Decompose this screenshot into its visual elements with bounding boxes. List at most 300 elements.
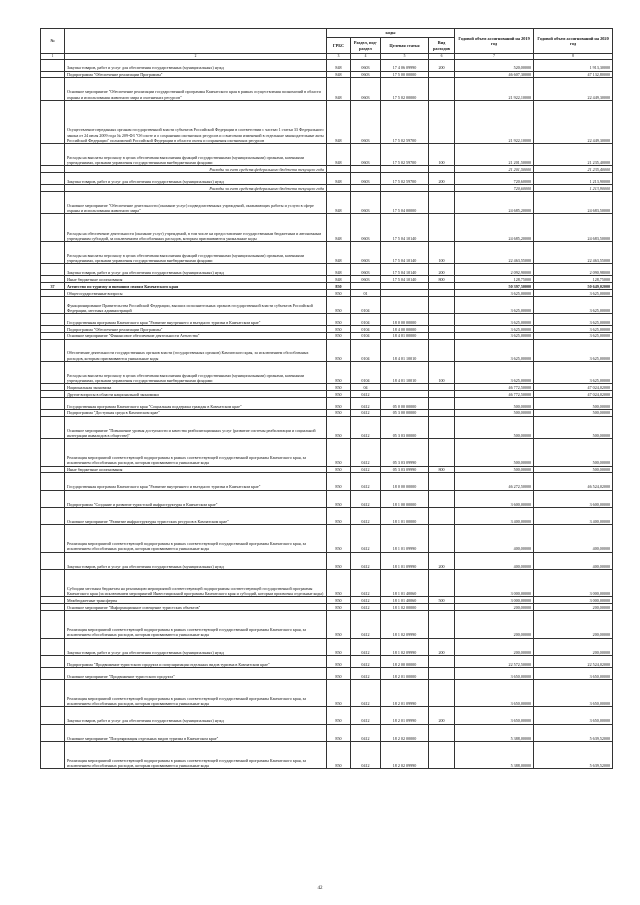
codes-group-header: коды — [327, 29, 455, 38]
cell-target: 17 5 02 59700 — [381, 143, 429, 165]
cell-amount-2020: 24 683,50000 — [534, 214, 613, 242]
cell-grbs: 850 — [327, 289, 351, 296]
cell-target: 18 1 01 40060 — [381, 569, 429, 597]
cell-amount-2020: 500,00000 — [534, 466, 613, 473]
cell-name: Подпрограмма "Обеспечение реализации Программы" — [65, 71, 327, 78]
cell-number — [41, 597, 65, 604]
cell-amount-2020: 3 625,00000 — [534, 332, 613, 339]
table-row — [41, 679, 613, 707]
cell-amount-2020: 3 600,00000 — [534, 490, 613, 507]
cell-section: 0412 — [351, 391, 381, 398]
cell-section: 0412 — [351, 679, 381, 707]
cell-number — [41, 724, 65, 741]
cell-amount-2020: 1 913,30000 — [534, 59, 613, 71]
cell-grbs: 850 — [327, 416, 351, 438]
cell-grbs: 848 — [327, 264, 351, 276]
cell-section: 0603 — [351, 100, 381, 143]
cell-amount-2019: 720,60000 — [455, 173, 534, 185]
cell-number — [41, 264, 65, 276]
cell-number — [41, 569, 65, 597]
table-row — [41, 597, 613, 604]
cell-target: 18 1 01 00000 — [381, 507, 429, 524]
cell-target: 18 2 02 09990 — [381, 741, 429, 769]
cell-target: 18 1 02 09990 — [381, 610, 429, 638]
cell-grbs: 850 — [327, 667, 351, 679]
cell-amount-2020: 500,00000 — [534, 439, 613, 467]
cell-number — [41, 391, 65, 398]
col-section-header: Раздел, под-раздел — [351, 38, 381, 54]
cell-section: 01 — [351, 289, 381, 296]
cell-amount-2019: 3 650,00000 — [455, 707, 534, 724]
cell-name: Национальная экономика — [65, 384, 327, 391]
cell-name: Расходы за счет средств федерального бюджета текущего года — [65, 185, 327, 192]
cell-exptype — [429, 78, 455, 100]
cell-name: Агентство по туризму и внешним связям Камчатского края — [65, 283, 327, 290]
cell-amount-2020: 46 524,02000 — [534, 473, 613, 490]
cell-number — [41, 296, 65, 313]
column-number: 5 — [381, 54, 429, 60]
cell-amount-2020: 3 625,00000 — [534, 313, 613, 325]
table-row — [41, 610, 613, 638]
cell-exptype — [429, 667, 455, 679]
cell-target: 05 3 03 09990 — [381, 439, 429, 467]
cell-grbs: 850 — [327, 707, 351, 724]
cell-exptype — [429, 214, 455, 242]
cell-amount-2019: 500,00000 — [455, 439, 534, 467]
cell-amount-2019: 500,00000 — [455, 409, 534, 416]
cell-exptype — [429, 439, 455, 467]
cell-grbs: 850 — [327, 507, 351, 524]
cell-amount-2019: 24 685,20000 — [455, 191, 534, 213]
cell-target — [381, 289, 429, 296]
cell-amount-2020: 47 024,02000 — [534, 384, 613, 391]
cell-grbs: 850 — [327, 296, 351, 313]
col-grbs-header: ГРБС — [327, 38, 351, 54]
table-row — [41, 289, 613, 296]
cell-target: 18 0 00 00000 — [381, 473, 429, 490]
table-row — [41, 391, 613, 398]
cell-amount-2020: 200,00000 — [534, 604, 613, 611]
cell-amount-2019: 3 625,00000 — [455, 339, 534, 361]
cell-amount-2020: 47 024,02000 — [534, 391, 613, 398]
cell-number — [41, 325, 65, 332]
cell-amount-2019: 400,00000 — [455, 552, 534, 569]
cell-amount-2019: 500,00000 — [455, 466, 534, 473]
cell-amount-2020: 3 650,00000 — [534, 707, 613, 724]
cell-exptype — [429, 71, 455, 78]
table-body — [41, 59, 613, 769]
cell-section: 0412 — [351, 610, 381, 638]
table-row — [41, 332, 613, 339]
cell-amount-2020: 3 000,00000 — [534, 569, 613, 597]
column-number: 3 — [327, 54, 351, 60]
table-row — [41, 173, 613, 185]
table-row — [41, 100, 613, 143]
table-row — [41, 569, 613, 597]
cell-amount-2020: 3 000,00000 — [534, 597, 613, 604]
col-2019-header: Годовой объем ассигнований на 2019 год — [455, 29, 534, 54]
cell-section: 0603 — [351, 173, 381, 185]
cell-grbs: 848 — [327, 214, 351, 242]
table-row — [41, 384, 613, 391]
cell-number — [41, 59, 65, 71]
cell-exptype — [429, 339, 455, 361]
cell-section: 0412 — [351, 604, 381, 611]
cell-number — [41, 473, 65, 490]
cell-amount-2020: 128,75000 — [534, 276, 613, 283]
cell-grbs: 850 — [327, 604, 351, 611]
cell-name: Реализация мероприятий соответствующей подпрограммы в рамках соответствующей государственной программы Камчатского края, за исключением обособленных расходов, которым присваиваются уникальные коды — [65, 610, 327, 638]
cell-exptype — [429, 507, 455, 524]
cell-amount-2020: 47 132,80000 — [534, 71, 613, 78]
cell-name: Основное мероприятие "Продвижение туристского продукта" — [65, 667, 327, 679]
cell-number — [41, 339, 65, 361]
cell-amount-2019: 50 397,50000 — [455, 283, 534, 290]
cell-number — [41, 332, 65, 339]
cell-grbs: 848 — [327, 241, 351, 263]
table-row — [41, 241, 613, 263]
cell-section: 0412 — [351, 741, 381, 769]
cell-grbs: 850 — [327, 339, 351, 361]
cell-amount-2019: 21 201,50000 — [455, 143, 534, 165]
cell-section: 0412 — [351, 655, 381, 667]
cell-name: Расходы на выплаты персоналу в целях обеспечения выполнения функций государственными (муниципальными) органами, казенными учреждениями, органами управления государственными внебюджетными фондами — [65, 143, 327, 165]
table-row — [41, 166, 613, 173]
cell-number — [41, 241, 65, 263]
cell-section: 0412 — [351, 525, 381, 553]
column-number: 7 — [455, 54, 534, 60]
cell-number — [41, 552, 65, 569]
cell-amount-2019: 22 463,55000 — [455, 241, 534, 263]
cell-amount-2019: 3 625,00000 — [455, 289, 534, 296]
cell-amount-2020: 500,00000 — [534, 409, 613, 416]
cell-target — [381, 185, 429, 192]
cell-grbs: 850 — [327, 361, 351, 383]
table-row — [41, 466, 613, 473]
table-row — [41, 71, 613, 78]
table-row — [41, 296, 613, 313]
cell-number — [41, 78, 65, 100]
cell-exptype — [429, 416, 455, 438]
cell-amount-2020: 3 625,00000 — [534, 289, 613, 296]
table-row — [41, 604, 613, 611]
cell-amount-2020: 3 625,00000 — [534, 296, 613, 313]
table-row — [41, 264, 613, 276]
cell-grbs: 848 — [327, 276, 351, 283]
cell-name: Основное мероприятие "Информационное освещение туристских объектов" — [65, 604, 327, 611]
cell-section: 0603 — [351, 143, 381, 165]
cell-amount-2019: 2 092,90000 — [455, 264, 534, 276]
cell-amount-2019: 400,00000 — [455, 525, 534, 553]
cell-amount-2019: 5 388,00000 — [455, 724, 534, 741]
cell-exptype: 200 — [429, 173, 455, 185]
cell-target: 17 5 02 59700 — [381, 173, 429, 185]
cell-name: Реализация мероприятий соответствующей подпрограммы в рамках соответствующей государственной программы Камчатского края, за исключением обособленных расходов, которым присваиваются уникальные коды — [65, 439, 327, 467]
cell-section: 0412 — [351, 569, 381, 597]
cell-exptype — [429, 185, 455, 192]
cell-amount-2020: 400,00000 — [534, 552, 613, 569]
cell-number: 37 — [41, 283, 65, 290]
budget-table-sheet — [40, 28, 612, 769]
cell-number — [41, 313, 65, 325]
cell-target: 18 4 00 00000 — [381, 325, 429, 332]
cell-section: 0412 — [351, 724, 381, 741]
cell-grbs: 848 — [327, 100, 351, 143]
cell-name: Реализация мероприятий соответствующей подпрограммы в рамках соответствующей государственной программы Камчатского края, за исключением обособленных расходов, которым присваиваются уникальные коды — [65, 741, 327, 769]
cell-exptype — [429, 490, 455, 507]
cell-grbs: 850 — [327, 473, 351, 490]
cell-number — [41, 679, 65, 707]
cell-amount-2019: 200,00000 — [455, 604, 534, 611]
cell-amount-2020: 22 463,55000 — [534, 241, 613, 263]
cell-amount-2020: 22 449,30000 — [534, 100, 613, 143]
cell-grbs: 850 — [327, 313, 351, 325]
cell-target — [381, 384, 429, 391]
table-row — [41, 638, 613, 655]
cell-amount-2020: 24 683,50000 — [534, 191, 613, 213]
cell-amount-2019: 3 625,00000 — [455, 296, 534, 313]
cell-target: 17 5 02 00000 — [381, 78, 429, 100]
cell-target: 18 4 01 10010 — [381, 361, 429, 383]
cell-name: Основное мероприятие "Популяризация отдельных видов туризма в Камчатском крае" — [65, 724, 327, 741]
cell-grbs: 850 — [327, 283, 351, 290]
table-row — [41, 325, 613, 332]
cell-amount-2019: 24 685,20000 — [455, 214, 534, 242]
cell-exptype — [429, 332, 455, 339]
cell-section — [351, 166, 381, 173]
cell-name: Общегосударственные вопросы — [65, 289, 327, 296]
cell-exptype: 100 — [429, 361, 455, 383]
cell-number — [41, 490, 65, 507]
cell-name: Межбюджетные трансферты — [65, 597, 327, 604]
cell-section: 0412 — [351, 466, 381, 473]
cell-exptype — [429, 679, 455, 707]
table-row — [41, 185, 613, 192]
cell-name: Расходы на выплаты персоналу в целях обеспечения выполнения функций государственными (муниципальными) органами, казенными учреждениями, органами управления государственными внебюджетными фондами — [65, 241, 327, 263]
cell-name: Закупка товаров, работ и услуг для обеспечения государственных (муниципальных) нужд — [65, 638, 327, 655]
table-row — [41, 490, 613, 507]
cell-amount-2020: 200,00000 — [534, 638, 613, 655]
cell-target: 17 5 02 59700 — [381, 100, 429, 143]
cell-target: 18 2 01 09990 — [381, 707, 429, 724]
cell-exptype: 500 — [429, 597, 455, 604]
cell-exptype — [429, 655, 455, 667]
table-row — [41, 191, 613, 213]
col-exptype-header: Вид расходов — [429, 38, 455, 54]
cell-number — [41, 507, 65, 524]
cell-section: 0603 — [351, 78, 381, 100]
cell-exptype: 800 — [429, 276, 455, 283]
cell-grbs: 850 — [327, 638, 351, 655]
cell-grbs — [327, 166, 351, 173]
cell-name: Осуществление переданных органам государственной власти субъектов Российской Федерации в соответствии с частью 1 статьи 33 Федерального закона от 24 июля 2009 года № 209-ФЗ "Об охоте и о сохранении охотничьих ресурсов и о внесении изменений в отдельные законодательные акты Российской Федерации" полномочий Российской Федерации в области охоты и сохранения охотничьих ресурсов — [65, 100, 327, 143]
cell-number — [41, 100, 65, 143]
cell-exptype — [429, 313, 455, 325]
table-row — [41, 416, 613, 438]
cell-exptype — [429, 289, 455, 296]
table-row — [41, 473, 613, 490]
cell-exptype — [429, 100, 455, 143]
cell-number — [41, 71, 65, 78]
cell-target: 18 1 02 09990 — [381, 638, 429, 655]
col-name-header — [65, 29, 327, 54]
cell-amount-2020: 3 650,00000 — [534, 667, 613, 679]
cell-name: Государственная программа Камчатского края "Развитие внутреннего и въездного туризма в Камчатском крае" — [65, 473, 327, 490]
table-row — [41, 283, 613, 290]
cell-section: 0412 — [351, 409, 381, 416]
cell-number — [41, 610, 65, 638]
cell-grbs: 850 — [327, 409, 351, 416]
cell-section: 0603 — [351, 264, 381, 276]
cell-target: 18 4 01 10010 — [381, 339, 429, 361]
cell-grbs: 850 — [327, 597, 351, 604]
cell-exptype: 200 — [429, 707, 455, 724]
cell-grbs: 848 — [327, 78, 351, 100]
cell-section: 0104 — [351, 361, 381, 383]
cell-exptype: 200 — [429, 552, 455, 569]
cell-name: Другие вопросы в области национальной экономики — [65, 391, 327, 398]
cell-exptype — [429, 741, 455, 769]
cell-name: Расходы на выплаты персоналу в целях обеспечения выполнения функций государственными (муниципальными) органами, казенными учреждениями, органами управления государственными внебюджетными фондами — [65, 361, 327, 383]
table-row — [41, 525, 613, 553]
cell-exptype: 200 — [429, 264, 455, 276]
cell-number — [41, 166, 65, 173]
cell-section: 0104 — [351, 332, 381, 339]
cell-section: 0412 — [351, 397, 381, 409]
table-row — [41, 707, 613, 724]
cell-target: 17 5 04 10140 — [381, 264, 429, 276]
cell-amount-2020: 21 235,40000 — [534, 143, 613, 165]
cell-name: Подпрограмма "Создание и развитие туристской инфраструктуры в Камчатском крае" — [65, 490, 327, 507]
cell-exptype: 200 — [429, 638, 455, 655]
col-num-header: № — [41, 29, 65, 54]
cell-grbs: 850 — [327, 655, 351, 667]
cell-amount-2019: 3 600,00000 — [455, 490, 534, 507]
cell-amount-2020: 3 625,00000 — [534, 361, 613, 383]
cell-amount-2020: 3 400,00000 — [534, 507, 613, 524]
column-number: 2 — [65, 54, 327, 60]
cell-name: Реализация мероприятий соответствующей подпрограммы в рамках соответствующей государственной программы Камчатского края, за исключением обособленных расходов, которым присваиваются уникальные коды — [65, 679, 327, 707]
cell-exptype — [429, 166, 455, 173]
cell-amount-2020: 2 090,98000 — [534, 264, 613, 276]
cell-name: Закупка товаров, работ и услуг для обеспечения государственных (муниципальных) нужд — [65, 173, 327, 185]
cell-number — [41, 667, 65, 679]
cell-amount-2020: 500,00000 — [534, 416, 613, 438]
column-number: 4 — [351, 54, 381, 60]
cell-name: Иные бюджетные ассигнования — [65, 466, 327, 473]
cell-number — [41, 655, 65, 667]
cell-number — [41, 289, 65, 296]
cell-section: 0104 — [351, 325, 381, 332]
cell-name: Подпрограмма "Обеспечение реализации Программы" — [65, 325, 327, 332]
cell-number — [41, 276, 65, 283]
cell-amount-2019: 21 922,10000 — [455, 100, 534, 143]
cell-name: Расходы на обеспечение деятельности (оказание услуг) учреждений, в том числе на предоставление государственным бюджетным и автономным учреждениям субсидий, за исключением обособленных расходов, которым присваиваются уникальные коды — [65, 214, 327, 242]
cell-exptype — [429, 391, 455, 398]
cell-grbs: 850 — [327, 741, 351, 769]
cell-exptype: 100 — [429, 143, 455, 165]
cell-name: Реализация мероприятий соответствующей подпрограммы в рамках соответствующей государственной программы Камчатского края, за исключением обособленных расходов, которым присваиваются уникальные коды — [65, 525, 327, 553]
cell-grbs: 850 — [327, 490, 351, 507]
col-target-header: Целевая статья — [381, 38, 429, 54]
cell-name: Государственная программа Камчатского края "Социальная поддержка граждан в Камчатском крае" — [65, 397, 327, 409]
cell-amount-2019: 5 388,00000 — [455, 741, 534, 769]
table-row — [41, 339, 613, 361]
cell-target: 18 1 01 40060 — [381, 597, 429, 604]
cell-section: 0603 — [351, 191, 381, 213]
cell-number — [41, 416, 65, 438]
cell-target: 17 5 04 10140 — [381, 214, 429, 242]
cell-name: Основное мероприятие "Финансовое обеспечение деятельности Агентства" — [65, 332, 327, 339]
cell-grbs: 850 — [327, 325, 351, 332]
cell-number — [41, 397, 65, 409]
cell-name: Иные бюджетные ассигнования — [65, 276, 327, 283]
cell-amount-2019: 3 625,00000 — [455, 332, 534, 339]
cell-grbs: 850 — [327, 397, 351, 409]
cell-target: 17 5 04 10140 — [381, 241, 429, 263]
cell-amount-2019: 3 625,00000 — [455, 325, 534, 332]
cell-grbs: 850 — [327, 439, 351, 467]
cell-amount-2019: 200,00000 — [455, 638, 534, 655]
cell-name: Государственная программа Камчатского края "Развитие внутреннего и въездного туризма в Камчатском крае" — [65, 313, 327, 325]
cell-number — [41, 173, 65, 185]
cell-target: 18 1 01 09990 — [381, 552, 429, 569]
cell-exptype — [429, 569, 455, 597]
cell-grbs: 850 — [327, 525, 351, 553]
budget-table — [40, 28, 613, 769]
table-row — [41, 655, 613, 667]
cell-amount-2019: 3 625,00000 — [455, 361, 534, 383]
col-2020-header: Годовой объем ассигнований на 2020 год — [534, 29, 613, 54]
cell-exptype — [429, 283, 455, 290]
column-number: 8 — [534, 54, 613, 60]
cell-target: 18 2 01 00000 — [381, 667, 429, 679]
table-row — [41, 397, 613, 409]
cell-section: 0603 — [351, 71, 381, 78]
cell-section: 0603 — [351, 214, 381, 242]
cell-name: Обеспечение деятельности государственных органов власти (государственных органов) Камчатского края, за исключением обособленных расходов, которым присваиваются уникальные коды — [65, 339, 327, 361]
cell-target: 17 5 04 00000 — [381, 191, 429, 213]
cell-target: 18 2 01 09990 — [381, 679, 429, 707]
cell-target: 05 3 03 09990 — [381, 466, 429, 473]
cell-number — [41, 604, 65, 611]
table-row — [41, 214, 613, 242]
cell-amount-2019: 500,00000 — [455, 416, 534, 438]
table-row — [41, 59, 613, 71]
cell-amount-2020: 3 650,00000 — [534, 679, 613, 707]
table-row — [41, 667, 613, 679]
cell-exptype: 200 — [429, 59, 455, 71]
cell-target: 05 3 03 00000 — [381, 416, 429, 438]
cell-name: Закупка товаров, работ и услуг для обеспечения государственных (муниципальных) нужд — [65, 59, 327, 71]
cell-number — [41, 191, 65, 213]
cell-section: 0603 — [351, 276, 381, 283]
cell-target: 05 3 00 00000 — [381, 409, 429, 416]
cell-target: 17 4 06 09990 — [381, 59, 429, 71]
cell-amount-2019: 3 625,00000 — [455, 313, 534, 325]
cell-name: Подпрограмма "Доступная среда в Камчатском крае" — [65, 409, 327, 416]
cell-amount-2019: 46 272,50000 — [455, 473, 534, 490]
cell-section: 0104 — [351, 339, 381, 361]
cell-amount-2019: 3 650,00000 — [455, 667, 534, 679]
cell-amount-2020: 200,00000 — [534, 610, 613, 638]
cell-number — [41, 214, 65, 242]
cell-name: Закупка товаров, работ и услуг для обеспечения государственных (муниципальных) нужд — [65, 552, 327, 569]
cell-section: 0412 — [351, 667, 381, 679]
cell-section: 04 — [351, 384, 381, 391]
cell-number — [41, 361, 65, 383]
cell-number — [41, 466, 65, 473]
